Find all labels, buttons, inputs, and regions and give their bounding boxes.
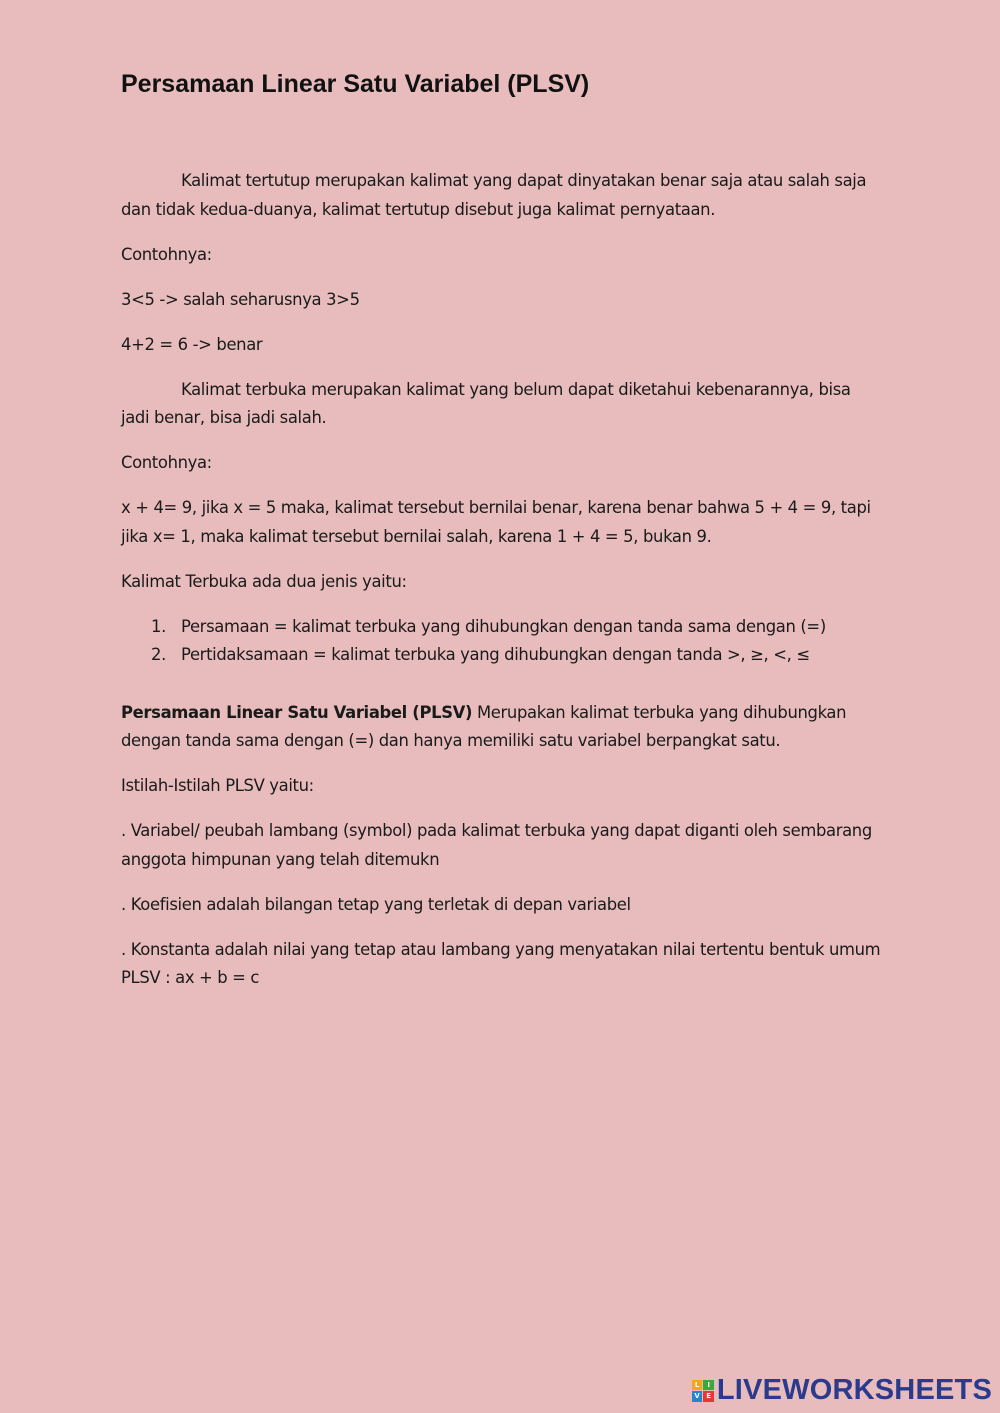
logo-tile-e: E	[703, 1391, 714, 1402]
liveworksheets-icon	[692, 1380, 714, 1402]
page-title: Persamaan Linear Satu Variabel (PLSV)	[121, 70, 590, 98]
list-item	[151, 613, 881, 642]
worksheet-body	[121, 167, 881, 1009]
example-line: 3<5 -> salah seharusnya 3>5	[121, 289, 360, 309]
liveworksheets-logo[interactable]	[692, 1374, 992, 1407]
plsv-definition-term: Persamaan Linear Satu Variabel (PLSV)	[121, 702, 473, 722]
term-constant: . Konstanta adalah nilai yang tetap atau lambang yang menyatakan nilai tertentu bentuk umum PLSV : ax + b = c	[121, 939, 881, 987]
list-item	[151, 641, 881, 670]
list-item-text: Persamaan = kalimat terbuka yang dihubungkan dengan tanda sama dengan (=)	[181, 616, 826, 636]
plsv-definition	[121, 699, 881, 756]
example-label: Contohnya:	[121, 244, 212, 264]
plsv-definition-text: Merupakan kalimat terbuka yang dihubungkan dengan tanda sama dengan (=) dan hanya memiliki satu variabel berpangkat satu.	[121, 702, 847, 750]
term-coefficient: . Koefisien adalah bilangan tetap yang terletak di depan variabel	[121, 894, 631, 914]
open-sentence-types-list	[121, 613, 881, 670]
logo-tile-v: V	[692, 1391, 703, 1402]
open-sentence-paragraph: Kalimat terbuka merupakan kalimat yang belum dapat diketahui kebenarannya, bisa jadi benar, bisa jadi salah.	[121, 379, 851, 427]
example-line: 4+2 = 6 -> benar	[121, 334, 263, 354]
list-item-number: 2.	[151, 645, 166, 664]
logo-tile-l: L	[692, 1380, 703, 1391]
example-paragraph: x + 4= 9, jika x = 5 maka, kalimat tersebut bernilai benar, karena benar bahwa 5 + 4 = 9, tapi jika x= 1, maka kalimat tersebut bernilai salah, karena 1 + 4 = 5, bukan 9.	[121, 498, 871, 546]
types-intro: Kalimat Terbuka ada dua jenis yaitu:	[121, 571, 407, 591]
example-label: Contohnya:	[121, 453, 212, 472]
logo-tile-i: I	[703, 1380, 714, 1391]
list-item-number: 1.	[151, 616, 166, 636]
liveworksheets-wordmark: LIVEWORKSHEETS	[716, 1374, 992, 1406]
terms-intro: Istilah-Istilah PLSV yaitu:	[121, 776, 314, 795]
term-variable: . Variabel/ peubah lambang (symbol) pada kalimat terbuka yang dapat diganti oleh sembarang anggota himpunan yang telah ditemukn	[121, 821, 872, 869]
list-item-text: Pertidaksamaan = kalimat terbuka yang dihubungkan dengan tanda >, ≥, <, ≤	[181, 645, 810, 664]
closed-sentence-paragraph: Kalimat tertutup merupakan kalimat yang dapat dinyatakan benar saja atau salah saja dan tidak kedua-duanya, kalimat tertutup disebut juga kalimat pernyataan.	[121, 171, 867, 219]
